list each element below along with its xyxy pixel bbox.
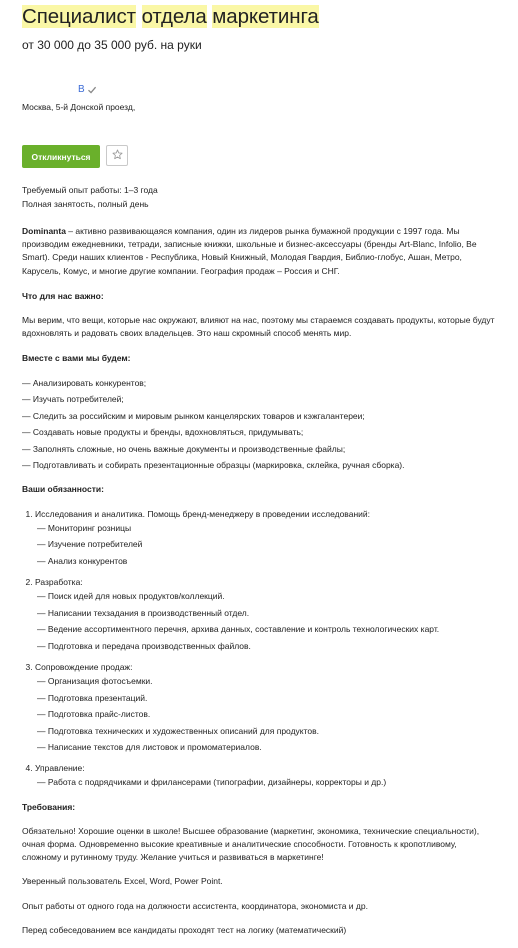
duty-title: Управление: (35, 763, 85, 774)
list-item: — Анализировать конкурентов; (22, 377, 498, 390)
list-item: — Работа с подрядчиками и фрилансерами (типографии, дизайнеры, корректоры и др.) (37, 776, 498, 789)
favorite-button[interactable] (106, 145, 128, 166)
important-heading: Что для нас важно: (22, 290, 104, 301)
duty-group (35, 508, 498, 568)
brand-name: Dominanta (22, 226, 66, 236)
salary: от 30 000 до 35 000 руб. на руки (22, 38, 202, 52)
experience-text: Требуемый опыт работы: 1–3 года (22, 185, 158, 195)
duty-group (35, 576, 498, 653)
duty-group (35, 762, 498, 789)
duty-items (35, 590, 498, 653)
duty-group (35, 661, 498, 754)
requirement-paragraph: Перед собеседованием все кандидаты проходят тест на логику (математический) (22, 924, 347, 935)
requirement-paragraph: Обязательно! Хорошие оценки в школе! Высшее образование (маркетинг, экономика, технические специальности), очная форма. Одновременно высокие креативные и аналитические способности. Готовность к кропотливому, сложному и рутинному труду. Желание учиться и развиваться в маркетинге! (22, 825, 480, 863)
duty-title: Разработка: (35, 576, 83, 587)
list-item: — Подготавливать и собирать презентационные образцы (маркировка, склейка, ручная сборка). (22, 459, 498, 472)
list-item: — Изучение потребителей (37, 538, 498, 551)
together-list (22, 377, 498, 473)
company-link[interactable] (78, 84, 97, 95)
company-name[interactable]: В (78, 84, 85, 95)
vacancy-meta (22, 183, 158, 211)
title-word: маркетинга (212, 5, 319, 28)
duty-title: Исследования и аналитика. Помощь бренд-менеджеру в проведении исследований: (35, 508, 371, 519)
list-item: — Написание текстов для листовок и промоматериалов. (37, 741, 498, 754)
duty-title: Сопровождение продаж: (35, 661, 133, 672)
employment-text: Полная занятость, полный день (22, 199, 149, 209)
list-item: — Анализ конкурентов (37, 555, 498, 568)
list-item: — Изучать потребителей; (22, 393, 498, 406)
star-icon (112, 148, 123, 163)
list-item: — Подготовка презентаций. (37, 692, 498, 705)
list-item: — Организация фотосъемки. (37, 675, 498, 688)
list-item: — Написании техзадания в производственный отдел. (37, 607, 498, 620)
requirement-paragraph: Опыт работы от одного года на должности ассистента, координатора, экономиста и др. (22, 900, 368, 911)
list-item: — Подготовка прайс-листов. (37, 708, 498, 721)
together-heading: Вместе с вами мы будем: (22, 353, 131, 364)
list-item: — Мониторинг розницы (37, 522, 498, 535)
list-item: — Следить за российским и мировым рынком канцелярских товаров и кэжгалантереи; (22, 410, 498, 423)
title-word: Специалист (22, 5, 136, 28)
duty-items (35, 522, 498, 568)
intro-text: – активно развивающаяся компания, один из лидеров рынка бумажной продукции с 1997 года. Мы производим ежедневники, тетради, записные книжки, школьные и бизнес-аксессуары (бренды Art-Blanc, Infolio, Be Smart). Среди наших клиентов - Республика, Новый Книжный, Молодая Гвардия, Библио-глобус, Ашан, Метро, Карусель, Комус, и многие другие компании. География продаж – Россия и СНГ. (22, 226, 477, 276)
requirements-heading: Требования: (22, 801, 76, 812)
intro-paragraph (22, 225, 498, 278)
requirement-paragraph: Уверенный пользователь Excel, Word, Power Point. (22, 876, 223, 887)
title-word: отдела (141, 5, 207, 28)
requirements-list (22, 825, 498, 937)
duty-items (35, 675, 498, 754)
list-item: — Подготовка технических и художественных описаний для продуктов. (37, 725, 498, 738)
vacancy-description (22, 225, 498, 948)
list-item: — Подготовка и передача производственных файлов. (37, 640, 498, 653)
duty-items (35, 776, 498, 789)
duties-heading: Ваши обязанности: (22, 484, 104, 495)
vacancy-address: Москва, 5-й Донской проезд, (22, 102, 136, 112)
apply-button[interactable]: Откликнуться (22, 145, 100, 168)
check-icon (87, 85, 97, 95)
vacancy-title (22, 4, 319, 30)
list-item: — Создавать новые продукты и бренды, вдохновляться, придумывать; (22, 426, 498, 439)
list-item: — Поиск идей для новых продуктов/коллекций. (37, 590, 498, 603)
list-item: — Ведение ассортиментного перечня, архива данных, составление и контроль технологических карт. (37, 623, 498, 636)
duties-list (22, 508, 498, 790)
list-item: — Заполнять сложные, но очень важные документы и производственные файлы; (22, 443, 498, 456)
important-text: Мы верим, что вещи, которые нас окружают, влияют на нас, поэтому мы стараемся создавать продукты, которые будут вдохновлять и радовать своих владельцев. Это наш скромный способ менять мир. (22, 315, 495, 339)
